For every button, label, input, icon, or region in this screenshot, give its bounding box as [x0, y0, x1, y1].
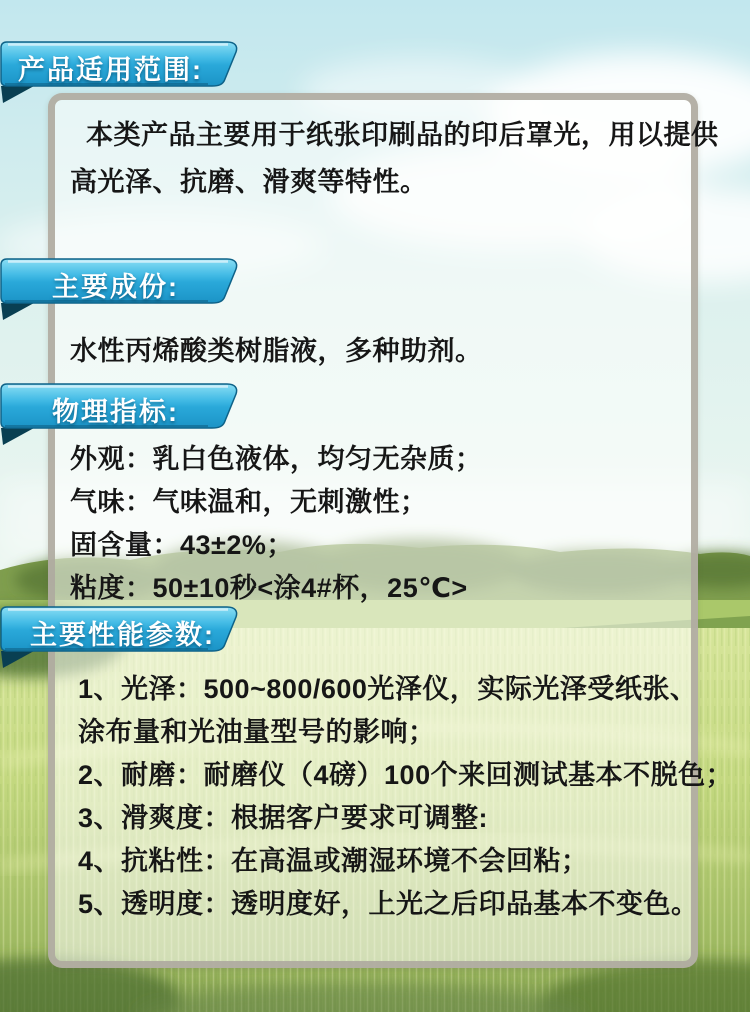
ribbon-main-ingredients	[0, 258, 238, 324]
ribbon-product-scope	[0, 41, 238, 107]
section-title: 物理指标:	[52, 397, 179, 427]
section-text-performance-params	[78, 668, 734, 926]
section-text-main-ingredients	[70, 330, 685, 373]
section-text-product-scope	[70, 112, 719, 206]
text-line: 2、耐磨：耐磨仪（4磅）100个来回测试基本不脱色；	[78, 760, 734, 790]
text-line: 本类产品主要用于纸张印刷品的印后罩光，用以提供	[86, 120, 719, 150]
ribbon-performance-params	[0, 606, 238, 672]
text-line: 3、滑爽度：根据客户要求可调整:	[78, 803, 489, 833]
section-title: 主要成份:	[52, 272, 179, 302]
text-line: 固含量：43±2%；	[70, 530, 294, 560]
text-line: 涂布量和光油量型号的影响；	[78, 717, 436, 747]
section-title: 产品适用范围:	[18, 55, 203, 85]
text-line: 1、光泽：500~800/600光泽仪，实际光泽受纸张、	[78, 674, 698, 704]
text-line: 高光泽、抗磨、滑爽等特性。	[70, 167, 428, 197]
text-line: 水性丙烯酸类树脂液，多种助剂。	[70, 336, 483, 366]
text-line: 4、抗粘性：在高温或潮湿环境不会回粘；	[78, 846, 589, 876]
text-line: 5、透明度：透明度好，上光之后印品基本不变色。	[78, 889, 699, 919]
section-title: 主要性能参数:	[30, 620, 215, 650]
text-line: 气味：气味温和，无刺激性；	[70, 487, 428, 517]
section-text-physical-specs	[70, 438, 685, 610]
text-line: 外观：乳白色液体，均匀无杂质；	[70, 444, 483, 474]
text-line: 粘度：50±10秒<涂4#杯，25℃>	[70, 573, 468, 603]
